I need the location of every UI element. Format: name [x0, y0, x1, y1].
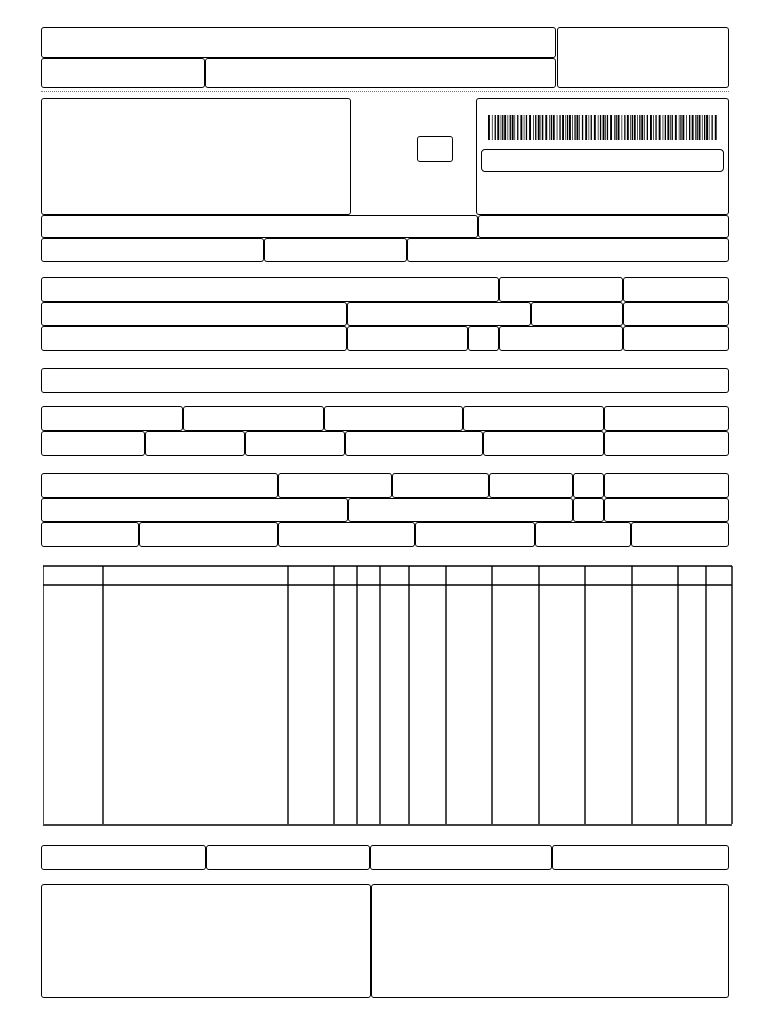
barcode-bar: [689, 115, 690, 140]
issqn-cell: [41, 845, 206, 870]
barcode-bar: [712, 115, 713, 140]
barcode-bar: [549, 115, 550, 140]
barcode-bar: [614, 115, 615, 140]
transportador-cell: [41, 498, 348, 522]
barcode-bar: [655, 115, 656, 140]
barcode-bar: [695, 115, 696, 140]
barcode-bar: [572, 115, 573, 140]
transportador-cell: [415, 522, 535, 547]
barcode-bar: [637, 115, 638, 140]
barcode-bar: [616, 115, 617, 140]
recebemos-field: [41, 27, 556, 58]
barcode-bar: [520, 115, 522, 140]
barcode-bar: [605, 115, 606, 140]
barcode-bar: [665, 115, 666, 140]
barcode-bar: [709, 115, 710, 140]
imposto-cell: [324, 406, 463, 431]
barcode-bar: [488, 115, 490, 140]
imposto-cell: [345, 431, 483, 456]
barcode-bar: [607, 115, 608, 140]
endereco-field: [41, 302, 347, 326]
barcode-bar: [618, 115, 620, 140]
barcode-bar: [594, 115, 596, 140]
barcode-bar: [533, 115, 534, 140]
imposto-cell: [41, 406, 183, 431]
barcode-bar: [585, 115, 587, 140]
transportador-cell: [278, 473, 392, 498]
destinatario-cnpj-field: [499, 277, 623, 302]
barcode-bar: [559, 115, 560, 140]
data-recebimento-field: [41, 58, 205, 88]
barcode-bar: [675, 115, 677, 140]
barcode-bar: [517, 115, 518, 140]
barcode-bar: [551, 115, 552, 140]
transportador-cell: [348, 498, 573, 522]
barcode-bar: [692, 115, 694, 140]
barcode-bar: [514, 115, 515, 140]
barcode-bar: [702, 115, 703, 140]
barcode-bar: [535, 115, 536, 140]
barcode-bar: [644, 115, 645, 140]
barcode-bar: [524, 115, 525, 140]
barcode-bar: [632, 115, 633, 140]
assinatura-field: [205, 58, 556, 88]
barcode-bar: [653, 115, 654, 140]
barcode-bar: [647, 115, 648, 140]
barcode-bar: [569, 115, 571, 140]
hora-saida-field: [623, 326, 729, 351]
destinatario-nome-field: [41, 277, 499, 302]
barcode-bar: [634, 115, 636, 140]
barcode-bar: [529, 115, 531, 140]
data-emissao-field: [623, 277, 729, 302]
natureza-operacao-field: [41, 215, 478, 238]
ie-subst-trib-field: [264, 238, 407, 262]
reservado-fisco-box: [371, 884, 729, 998]
barcode-bar: [579, 115, 580, 140]
barcode-bar: [679, 115, 680, 140]
barcode-bar: [510, 115, 511, 140]
barcode-bar: [589, 115, 590, 140]
barcode-bar: [667, 115, 669, 140]
itens-table: [43, 565, 733, 827]
barcode-bar: [627, 115, 629, 140]
cep-field: [531, 302, 623, 326]
cut-line: [41, 91, 729, 92]
barcode-bar: [541, 115, 542, 140]
nfe-number-box: [557, 27, 729, 88]
barcode-image: [488, 115, 717, 140]
barcode-bar: [582, 115, 583, 140]
barcode-bar: [686, 115, 687, 140]
barcode-bar: [663, 115, 664, 140]
barcode-bar: [502, 115, 503, 140]
issqn-cell: [552, 845, 729, 870]
imposto-cell: [463, 406, 604, 431]
barcode-bar: [501, 115, 502, 140]
barcode-bar: [639, 115, 640, 140]
issqn-cell: [370, 845, 552, 870]
transportador-cell: [604, 498, 729, 522]
imposto-cell: [483, 431, 604, 456]
barcode-bar: [565, 115, 566, 140]
barcode-bar: [610, 115, 612, 140]
transportador-cell: [535, 522, 631, 547]
barcode-bar: [670, 115, 671, 140]
transportador-cell: [278, 522, 415, 547]
barcode-bar: [542, 115, 543, 140]
chave-acesso-field: [481, 149, 724, 172]
issqn-cell: [206, 845, 370, 870]
barcode-bar: [591, 115, 592, 140]
inscricao-estadual-field: [41, 238, 264, 262]
barcode-bar: [577, 115, 579, 140]
barcode-bar: [699, 115, 701, 140]
transportador-cell: [573, 498, 604, 522]
barcode-bar: [598, 115, 599, 140]
transportador-cell: [41, 522, 139, 547]
data-saida-field: [623, 302, 729, 326]
barcode-bar: [553, 115, 555, 140]
bairro-field: [347, 302, 531, 326]
barcode-bar: [504, 115, 506, 140]
emitente-box: [41, 98, 351, 215]
fatura-field: [41, 368, 729, 393]
tipo-operacao-box: [417, 136, 453, 162]
barcode-bar: [682, 115, 684, 140]
barcode-bar: [624, 115, 625, 140]
transportador-cell: [489, 473, 573, 498]
imposto-cell: [604, 406, 729, 431]
transportador-cell: [139, 522, 278, 547]
barcode-bar: [557, 115, 558, 140]
barcode-bar: [574, 115, 575, 140]
municipio-field: [41, 326, 347, 351]
itens-grid: [43, 565, 733, 827]
transportador-cell: [573, 473, 604, 498]
barcode-bar: [567, 115, 568, 140]
transportador-cell: [631, 522, 729, 547]
barcode-bar: [497, 115, 499, 140]
barcode-bar: [526, 115, 527, 140]
barcode-bar: [706, 115, 708, 140]
barcode-bar: [508, 115, 509, 140]
informacoes-complementares-box: [41, 884, 371, 998]
barcode-bar: [600, 115, 601, 140]
barcode-bar: [650, 115, 652, 140]
ie-destinatario-field: [499, 326, 623, 351]
barcode-bar: [492, 115, 493, 140]
barcode-bar: [538, 115, 540, 140]
imposto-cell: [145, 431, 245, 456]
protocolo-field: [478, 215, 729, 238]
barcode-bar: [697, 115, 698, 140]
cnpj-emitente-field: [407, 238, 729, 262]
barcode-bar: [672, 115, 673, 140]
imposto-cell: [604, 431, 729, 456]
barcode-bar: [641, 115, 643, 140]
barcode-bar: [562, 115, 564, 140]
transportador-cell: [604, 473, 729, 498]
barcode-bar: [630, 115, 631, 140]
uf-field: [468, 326, 499, 351]
barcode-bar: [680, 115, 681, 140]
barcode-bar: [495, 115, 496, 140]
barcode-bar: [715, 115, 717, 140]
transportador-cell: [392, 473, 489, 498]
transportador-cell: [41, 473, 278, 498]
barcode-bar: [704, 115, 705, 140]
barcode-bar: [603, 115, 605, 140]
imposto-cell: [245, 431, 345, 456]
barcode-bar: [622, 115, 623, 140]
barcode-bar: [545, 115, 547, 140]
imposto-cell: [183, 406, 324, 431]
imposto-cell: [41, 431, 145, 456]
fone-field: [347, 326, 468, 351]
barcode-bar: [512, 115, 514, 140]
barcode-bar: [659, 115, 661, 140]
